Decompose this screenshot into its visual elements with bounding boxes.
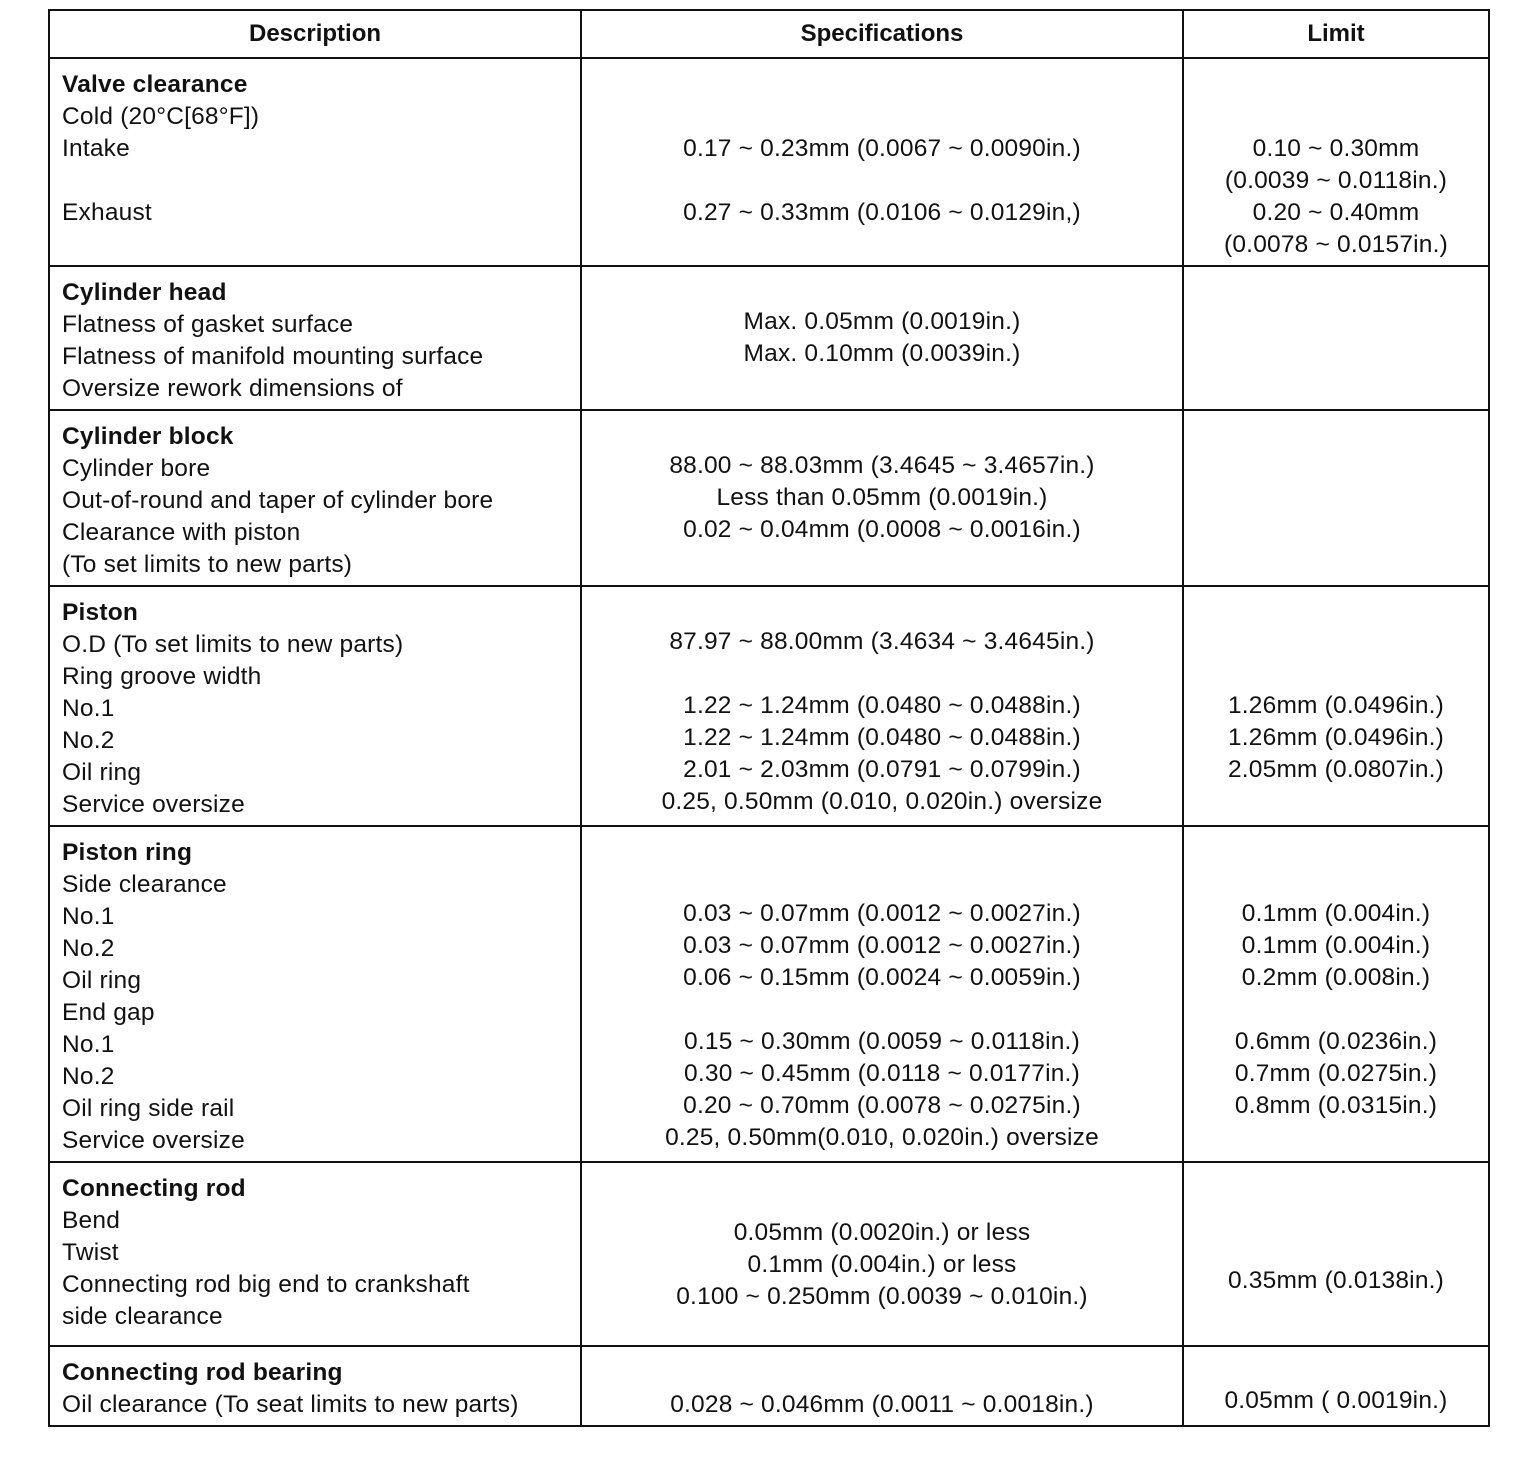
cell-line: 1.22 ~ 1.24mm (0.0480 ~ 0.0488in.) <box>683 692 1081 719</box>
section-title: Cylinder block <box>62 423 234 450</box>
header-specifications: Specifications <box>581 10 1183 58</box>
cell-line: 88.00 ~ 88.03mm (3.4645 ~ 3.4657in.) <box>669 452 1095 479</box>
cell-line: O.D (To set limits to new parts) <box>62 631 404 658</box>
table-row <box>49 58 1489 266</box>
cell-line: Bend <box>62 1207 121 1234</box>
cell-line <box>594 370 1170 402</box>
cell-line: 0.03 ~ 0.07mm (0.0012 ~ 0.0027in.) <box>683 900 1081 927</box>
cell-line: 1.22 ~ 1.24mm (0.0480 ~ 0.0488in.) <box>683 724 1081 751</box>
cell-line <box>1196 594 1476 626</box>
table-row <box>49 410 1489 586</box>
specification-cell <box>581 826 1183 1162</box>
limit-cell <box>1183 826 1489 1162</box>
specification-cell <box>581 410 1183 586</box>
cell-line: Twist <box>62 1239 119 1266</box>
cell-line: 1.26mm (0.0496in.) <box>1227 692 1445 719</box>
cell-line: Cold (20°C[68°F]) <box>62 103 260 130</box>
cell-line: 0.25, 0.50mm(0.010, 0.020in.) oversize <box>665 1124 1099 1151</box>
cell-line: Ring groove width <box>62 663 262 690</box>
header-limit: Limit <box>1183 10 1489 58</box>
header-description: Description <box>49 10 581 58</box>
cell-line <box>1196 373 1476 405</box>
cell-line: No.2 <box>62 1063 115 1090</box>
cell-line: Cylinder bore <box>62 455 211 482</box>
cell-line: 0.35mm (0.0138in.) <box>1227 1267 1445 1294</box>
cell-line: Less than 0.05mm (0.0019in.) <box>716 484 1048 511</box>
cell-line <box>1196 1353 1476 1385</box>
cell-line: (0.0039 ~ 0.0118in.) <box>1224 167 1448 194</box>
cell-line: Oil clearance (To seat limits to new parts) <box>62 1391 519 1418</box>
cell-line <box>1196 1122 1476 1154</box>
cell-line: End gap <box>62 999 155 1026</box>
specification-cell <box>581 58 1183 266</box>
cell-line <box>1196 69 1476 101</box>
cell-line <box>1196 786 1476 818</box>
table-row <box>49 1346 1489 1426</box>
cell-line: Oil ring <box>62 759 142 786</box>
cell-line: 0.1mm (0.004in.) <box>1241 932 1431 959</box>
cell-line: 0.30 ~ 0.45mm (0.0118 ~ 0.0177in.) <box>684 1060 1080 1087</box>
cell-line: Connecting rod big end to crankshaft <box>62 1271 470 1298</box>
cell-line <box>1196 834 1476 866</box>
cell-line: 0.10 ~ 0.30mm <box>1252 135 1420 162</box>
cell-line: (0.0078 ~ 0.0157in.) <box>1224 231 1448 258</box>
specifications-table <box>48 9 1490 1427</box>
specification-cell <box>581 1346 1183 1426</box>
cell-line: Oil ring <box>62 967 142 994</box>
cell-line: No.2 <box>62 727 115 754</box>
cell-line <box>594 834 1170 866</box>
description-cell <box>49 58 581 266</box>
cell-line: side clearance <box>62 1303 223 1330</box>
cell-line <box>594 594 1170 626</box>
cell-line: 0.03 ~ 0.07mm (0.0012 ~ 0.0027in.) <box>683 932 1081 959</box>
cell-line: Intake <box>62 135 130 162</box>
cell-line <box>1196 101 1476 133</box>
cell-line: Exhaust <box>62 199 152 226</box>
cell-line <box>594 658 1170 690</box>
header-row <box>49 10 1489 58</box>
cell-line: No.1 <box>62 695 115 722</box>
table-row <box>49 1162 1489 1346</box>
cell-line <box>1196 1201 1476 1233</box>
specification-cell <box>581 1162 1183 1346</box>
description-cell <box>49 586 581 826</box>
cell-line: 0.06 ~ 0.15mm (0.0024 ~ 0.0059in.) <box>683 964 1081 991</box>
cell-line: 2.05mm (0.0807in.) <box>1227 756 1445 783</box>
cell-line <box>1196 658 1476 690</box>
cell-line: 0.100 ~ 0.250mm (0.0039 ~ 0.010in.) <box>676 1283 1088 1310</box>
cell-line: 0.028 ~ 0.046mm (0.0011 ~ 0.0018in.) <box>670 1391 1094 1418</box>
cell-line: 0.20 ~ 0.70mm (0.0078 ~ 0.0275in.) <box>683 1092 1081 1119</box>
cell-line <box>594 546 1170 578</box>
cell-line: Max. 0.10mm (0.0039in.) <box>743 340 1021 367</box>
table-body <box>49 58 1489 1426</box>
cell-line <box>1196 453 1476 485</box>
cell-line <box>594 274 1170 306</box>
cell-line <box>594 101 1170 133</box>
cell-line <box>594 866 1170 898</box>
cell-line: Service oversize <box>62 791 245 818</box>
cell-line: No.2 <box>62 935 115 962</box>
cell-line: 0.20 ~ 0.40mm <box>1252 199 1420 226</box>
cell-line <box>1196 1169 1476 1201</box>
limit-cell <box>1183 266 1489 410</box>
cell-line <box>1196 485 1476 517</box>
cell-line: 0.1mm (0.004in.) <box>1241 900 1431 927</box>
cell-line <box>594 1357 1170 1389</box>
cell-line: 0.7mm (0.0275in.) <box>1234 1060 1438 1087</box>
cell-line: 0.8mm (0.0315in.) <box>1234 1092 1438 1119</box>
cell-line: 1.26mm (0.0496in.) <box>1227 724 1445 751</box>
cell-line: Out-of-round and taper of cylinder bore <box>62 487 494 514</box>
cell-line: Clearance with piston <box>62 519 301 546</box>
cell-line: Oversize rework dimensions of <box>62 375 403 402</box>
limit-cell <box>1183 58 1489 266</box>
cell-line <box>1196 421 1476 453</box>
cell-line: 2.01 ~ 2.03mm (0.0791 ~ 0.0799in.) <box>683 756 1081 783</box>
specification-cell <box>581 586 1183 826</box>
cell-line <box>594 994 1170 1026</box>
cell-line: Flatness of manifold mounting surface <box>62 343 484 370</box>
cell-line <box>1196 277 1476 309</box>
limit-cell <box>1183 410 1489 586</box>
cell-line <box>594 1313 1170 1345</box>
cell-line: 0.2mm (0.008in.) <box>1241 964 1431 991</box>
cell-line: Service oversize <box>62 1127 245 1154</box>
cell-line: No.1 <box>62 903 115 930</box>
cell-line: (To set limits to new parts) <box>62 551 353 578</box>
cell-line <box>594 1185 1170 1217</box>
cell-line <box>1196 549 1476 581</box>
cell-line: 0.25, 0.50mm (0.010, 0.020in.) oversize <box>661 788 1103 815</box>
cell-line <box>594 69 1170 101</box>
cell-line <box>594 418 1170 450</box>
cell-line <box>62 165 568 197</box>
section-title: Piston ring <box>62 839 193 866</box>
cell-line <box>1196 866 1476 898</box>
cell-line: Side clearance <box>62 871 227 898</box>
cell-line: Max. 0.05mm (0.0019in.) <box>743 308 1021 335</box>
cell-line <box>1196 309 1476 341</box>
cell-line: 0.27 ~ 0.33mm (0.0106 ~ 0.0129in,) <box>683 199 1081 226</box>
cell-line: Oil ring side rail <box>62 1095 235 1122</box>
cell-line: 0.02 ~ 0.04mm (0.0008 ~ 0.0016in.) <box>683 516 1081 543</box>
cell-line <box>594 165 1170 197</box>
section-title: Piston <box>62 599 139 626</box>
cell-line: 0.15 ~ 0.30mm (0.0059 ~ 0.0118in.) <box>684 1028 1080 1055</box>
description-cell <box>49 266 581 410</box>
cell-line: 0.6mm (0.0236in.) <box>1234 1028 1438 1055</box>
cell-line <box>1196 517 1476 549</box>
description-cell <box>49 826 581 1162</box>
table-row <box>49 266 1489 410</box>
section-title: Connecting rod bearing <box>62 1359 343 1386</box>
specification-cell <box>581 266 1183 410</box>
table-row <box>49 586 1489 826</box>
section-title: Cylinder head <box>62 279 227 306</box>
cell-line: 0.05mm ( 0.0019in.) <box>1224 1387 1448 1414</box>
cell-line: 0.05mm (0.0020in.) or less <box>733 1219 1031 1246</box>
cell-line: Flatness of gasket surface <box>62 311 354 338</box>
cell-line: 87.97 ~ 88.00mm (3.4634 ~ 3.4645in.) <box>669 628 1095 655</box>
cell-line <box>1196 994 1476 1026</box>
cell-line <box>1196 626 1476 658</box>
section-title: Valve clearance <box>62 71 248 98</box>
limit-cell <box>1183 1346 1489 1426</box>
limit-cell <box>1183 586 1489 826</box>
cell-line <box>1196 341 1476 373</box>
limit-cell <box>1183 1162 1489 1346</box>
cell-line: 0.17 ~ 0.23mm (0.0067 ~ 0.0090in.) <box>683 135 1081 162</box>
description-cell <box>49 1346 581 1426</box>
cell-line: No.1 <box>62 1031 115 1058</box>
table-row <box>49 826 1489 1162</box>
description-cell <box>49 1162 581 1346</box>
description-cell <box>49 410 581 586</box>
section-title: Connecting rod <box>62 1175 246 1202</box>
cell-line <box>1196 1233 1476 1265</box>
cell-line <box>1196 1297 1476 1329</box>
cell-line: 0.1mm (0.004in.) or less <box>747 1251 1017 1278</box>
